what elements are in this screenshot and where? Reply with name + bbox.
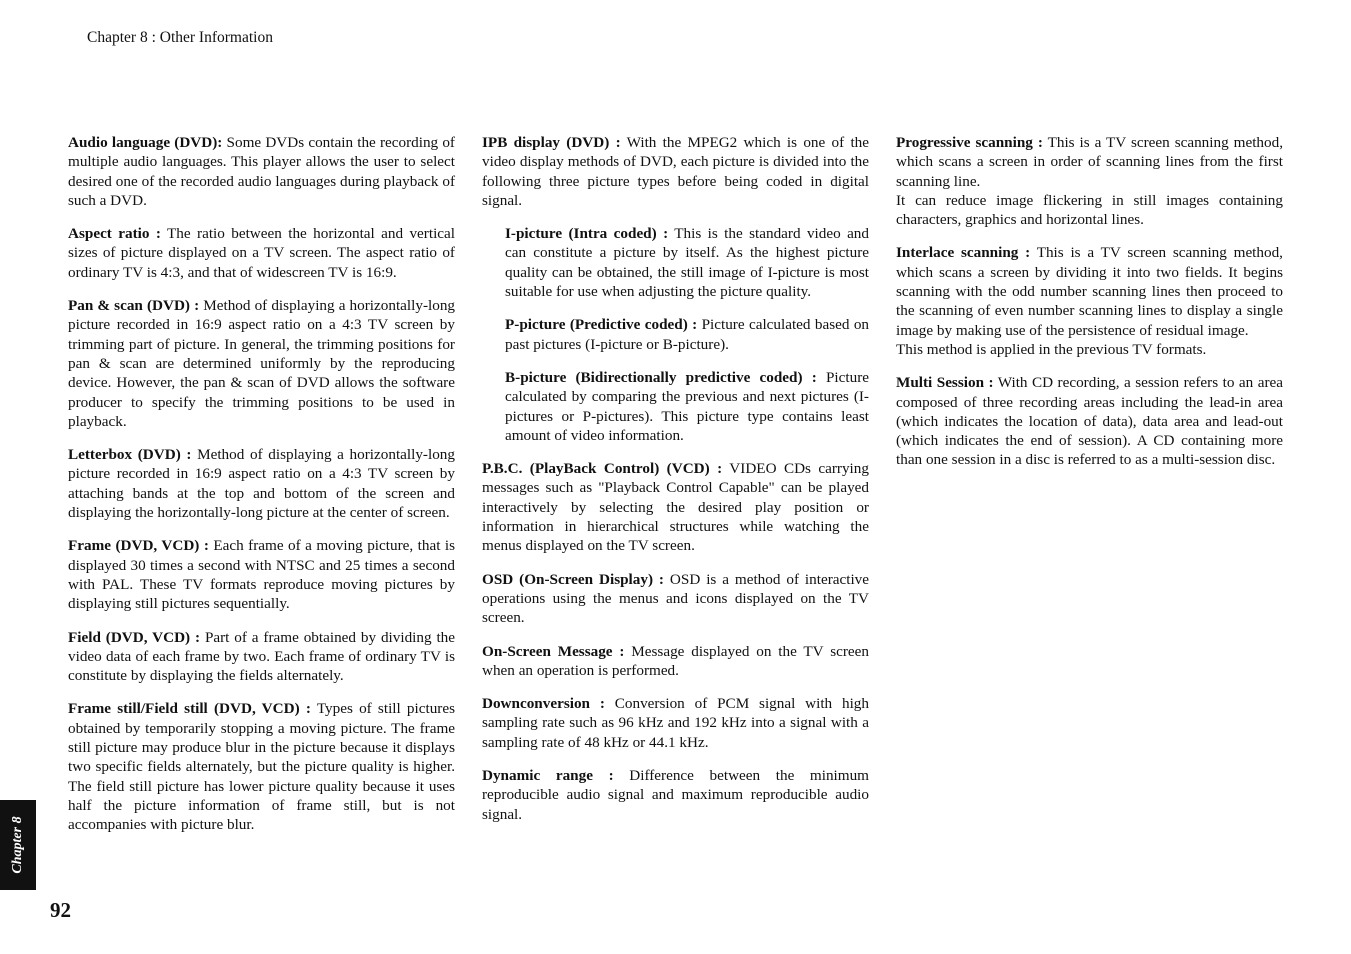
glossary-term: Aspect ratio : — [68, 225, 161, 243]
chapter-side-tab — [0, 800, 36, 890]
glossary-term: Pan & scan (DVD) : — [68, 297, 200, 315]
glossary-term: IPB display (DVD) : — [482, 134, 621, 151]
glossary-definition: Types of still pictures obtained by temporarily stopping a moving picture. The frame still picture may produce blur in the picture because it displays two specific fields alternately, but the picture quality is higher. The field still picture has lower picture quality because it uses half the picture information of frame still, but is not accompanies with picture blur. — [68, 700, 455, 834]
glossary-entry-b-picture — [482, 368, 869, 445]
glossary-entry-audio-language — [68, 133, 455, 210]
glossary-entry-pan-scan — [68, 296, 455, 431]
glossary-definition: Message displayed on the TV screen when an operation is performed. — [482, 642, 869, 679]
glossary-definition: Each frame of a moving picture, that is displayed 30 times a second with NTSC and 25 times a second with PAL. These TV formats reproduce moving pictures by displaying still pictures sequentially. — [68, 537, 456, 613]
glossary-entry-p-picture — [482, 315, 869, 354]
glossary-definition: Picture calculated based on past pictures (I-picture or B-picture). — [505, 316, 870, 353]
glossary-definition: Part of a frame obtained by dividing the video data of each frame by two. Each frame of ordinary TV is constitute by displaying the fields alternately. — [68, 628, 456, 685]
glossary-definition: Method of displaying a horizontally-long picture recorded in 16:9 aspect ratio on a 4:3 TV screen by trimming part of picture. In general, the trimming positions for pan & scan are determined uniformly by the reproducing device. However, the pan & scan of DVD allows the software producer to specify the trimming positions to be used in playback. — [68, 297, 456, 430]
glossary-term: Multi Session : — [896, 374, 994, 392]
glossary-entry-ipb-display — [482, 133, 869, 210]
glossary-entry-field — [68, 628, 455, 686]
glossary-term: Downconversion : — [482, 695, 605, 713]
glossary-entry-osd — [482, 570, 869, 628]
glossary-entry-on-screen-message — [482, 642, 869, 681]
glossary-term: Dynamic range : — [482, 767, 614, 785]
glossary-term: Interlace scanning : — [896, 244, 1031, 262]
page-number: 92 — [50, 898, 71, 922]
glossary-entry-interlace-scanning — [896, 243, 1283, 359]
glossary-entry-letterbox — [68, 445, 455, 522]
glossary-entry-i-picture — [482, 224, 869, 301]
glossary-entry-frame — [68, 536, 455, 613]
glossary-term: OSD (On-Screen Display) : — [482, 570, 664, 588]
glossary-definition: This is the standard video and can constitute a picture by itself. As the highest picture quality can be obtained, the still image of I-picture is most suitable for use when adjusting the picture quality. — [505, 225, 869, 301]
glossary-term: Progressive scanning : — [896, 134, 1043, 151]
glossary-term: Field (DVD, VCD) : — [68, 628, 201, 646]
glossary-definition: Method of displaying a horizontally-long picture recorded in 16:9 aspect ratio on a 4:3 TV screen by attaching bands at the top and bottom of the screen and displaying the horizontally-long picture at the center of screen. — [68, 446, 455, 522]
glossary-entry-downconversion — [482, 694, 869, 752]
glossary-definition: Conversion of PCM signal with high sampling rate such as 96 kHz and 192 kHz into a signal with a sampling rate of 48 kHz or 44.1 kHz. — [482, 695, 869, 751]
glossary-definition: OSD is a method of interactive operations using the menus and icons displayed on the TV screen. — [482, 570, 870, 627]
glossary-entry-progressive-scanning — [896, 133, 1283, 229]
chapter-header: Chapter 8 : Other Information — [87, 29, 273, 46]
glossary-column-3 — [896, 133, 1283, 484]
glossary-term: Frame still/Field still (DVD, VCD) : — [68, 700, 311, 718]
glossary-definition: Some DVDs contain the recording of multiple audio languages. This player allows the user to select desired one of the recorded audio languages during playback of such a DVD. — [68, 134, 455, 209]
glossary-definition: The ratio between the horizontal and vertical sizes of picture displayed on a TV screen. The aspect ratio of ordinary TV is 4:3, and that of widescreen TV is 16:9. — [68, 225, 455, 281]
glossary-extra-note: It can reduce image flickering in still images containing characters, graphics and horizontal lines. — [896, 191, 1283, 229]
glossary-term: P-picture (Predictive coded) : — [505, 316, 698, 334]
glossary-extra-note: This method is applied in the previous TV formats. — [896, 340, 1207, 358]
glossary-entry-multi-session — [896, 373, 1283, 469]
glossary-column-1 — [68, 133, 455, 849]
glossary-definition: VIDEO CDs carrying messages such as "Playback Control Capable" can be played interactively by selecting the desired play position or information in hierarchical structures while watching the menus displayed on the TV screen. — [482, 460, 869, 555]
glossary-definition: This is a TV screen scanning method, which scans a screen in order of scanning lines from the first scanning line. — [896, 134, 1283, 190]
glossary-term: I-picture (Intra coded) : — [505, 225, 669, 243]
glossary-term: B-picture (Bidirectionally predictive coded) : — [505, 368, 817, 386]
glossary-entry-dynamic-range — [482, 766, 869, 824]
glossary-entry-aspect-ratio — [68, 224, 455, 282]
glossary-term: Letterbox (DVD) : — [68, 446, 192, 464]
glossary-term: P.B.C. (PlayBack Control) (VCD) : — [482, 460, 723, 478]
glossary-term: On-Screen Message : — [482, 642, 625, 660]
glossary-definition: Picture calculated by comparing the previous and next pictures (I-pictures or P-pictures). This picture type contains least amount of video information. — [505, 368, 869, 444]
glossary-entry-pbc — [482, 459, 869, 555]
glossary-definition: This is a TV screen scanning method, which scans a screen by dividing it into two fields. It begins scanning with the odd number scanning lines then proceed to the scanning of even number scanning lines to display a single image by making use of the persistence of residual image. — [896, 244, 1283, 339]
glossary-column-2 — [482, 133, 869, 838]
glossary-term: Frame (DVD, VCD) : — [68, 537, 209, 555]
chapter-side-tab-label: Chapter 8 — [10, 816, 25, 874]
glossary-entry-frame-field-still — [68, 699, 455, 834]
glossary-term: Audio language (DVD): — [68, 134, 223, 151]
glossary-definition: With CD recording, a session refers to an area composed of three recording areas including the lead-in area (which indicates the location of data), data area and lead-out (which indicates the end of session). A CD containing more than one session in a disc is referred to as a multi-session disc. — [896, 374, 1283, 469]
glossary-definition: With the MPEG2 which is one of the video display methods of DVD, each picture is divided into the following three picture types before being coded in digital signal. — [482, 134, 870, 209]
glossary-definition: Difference between the minimum reproducible audio signal and maximum reproducible audio signal. — [482, 767, 869, 823]
